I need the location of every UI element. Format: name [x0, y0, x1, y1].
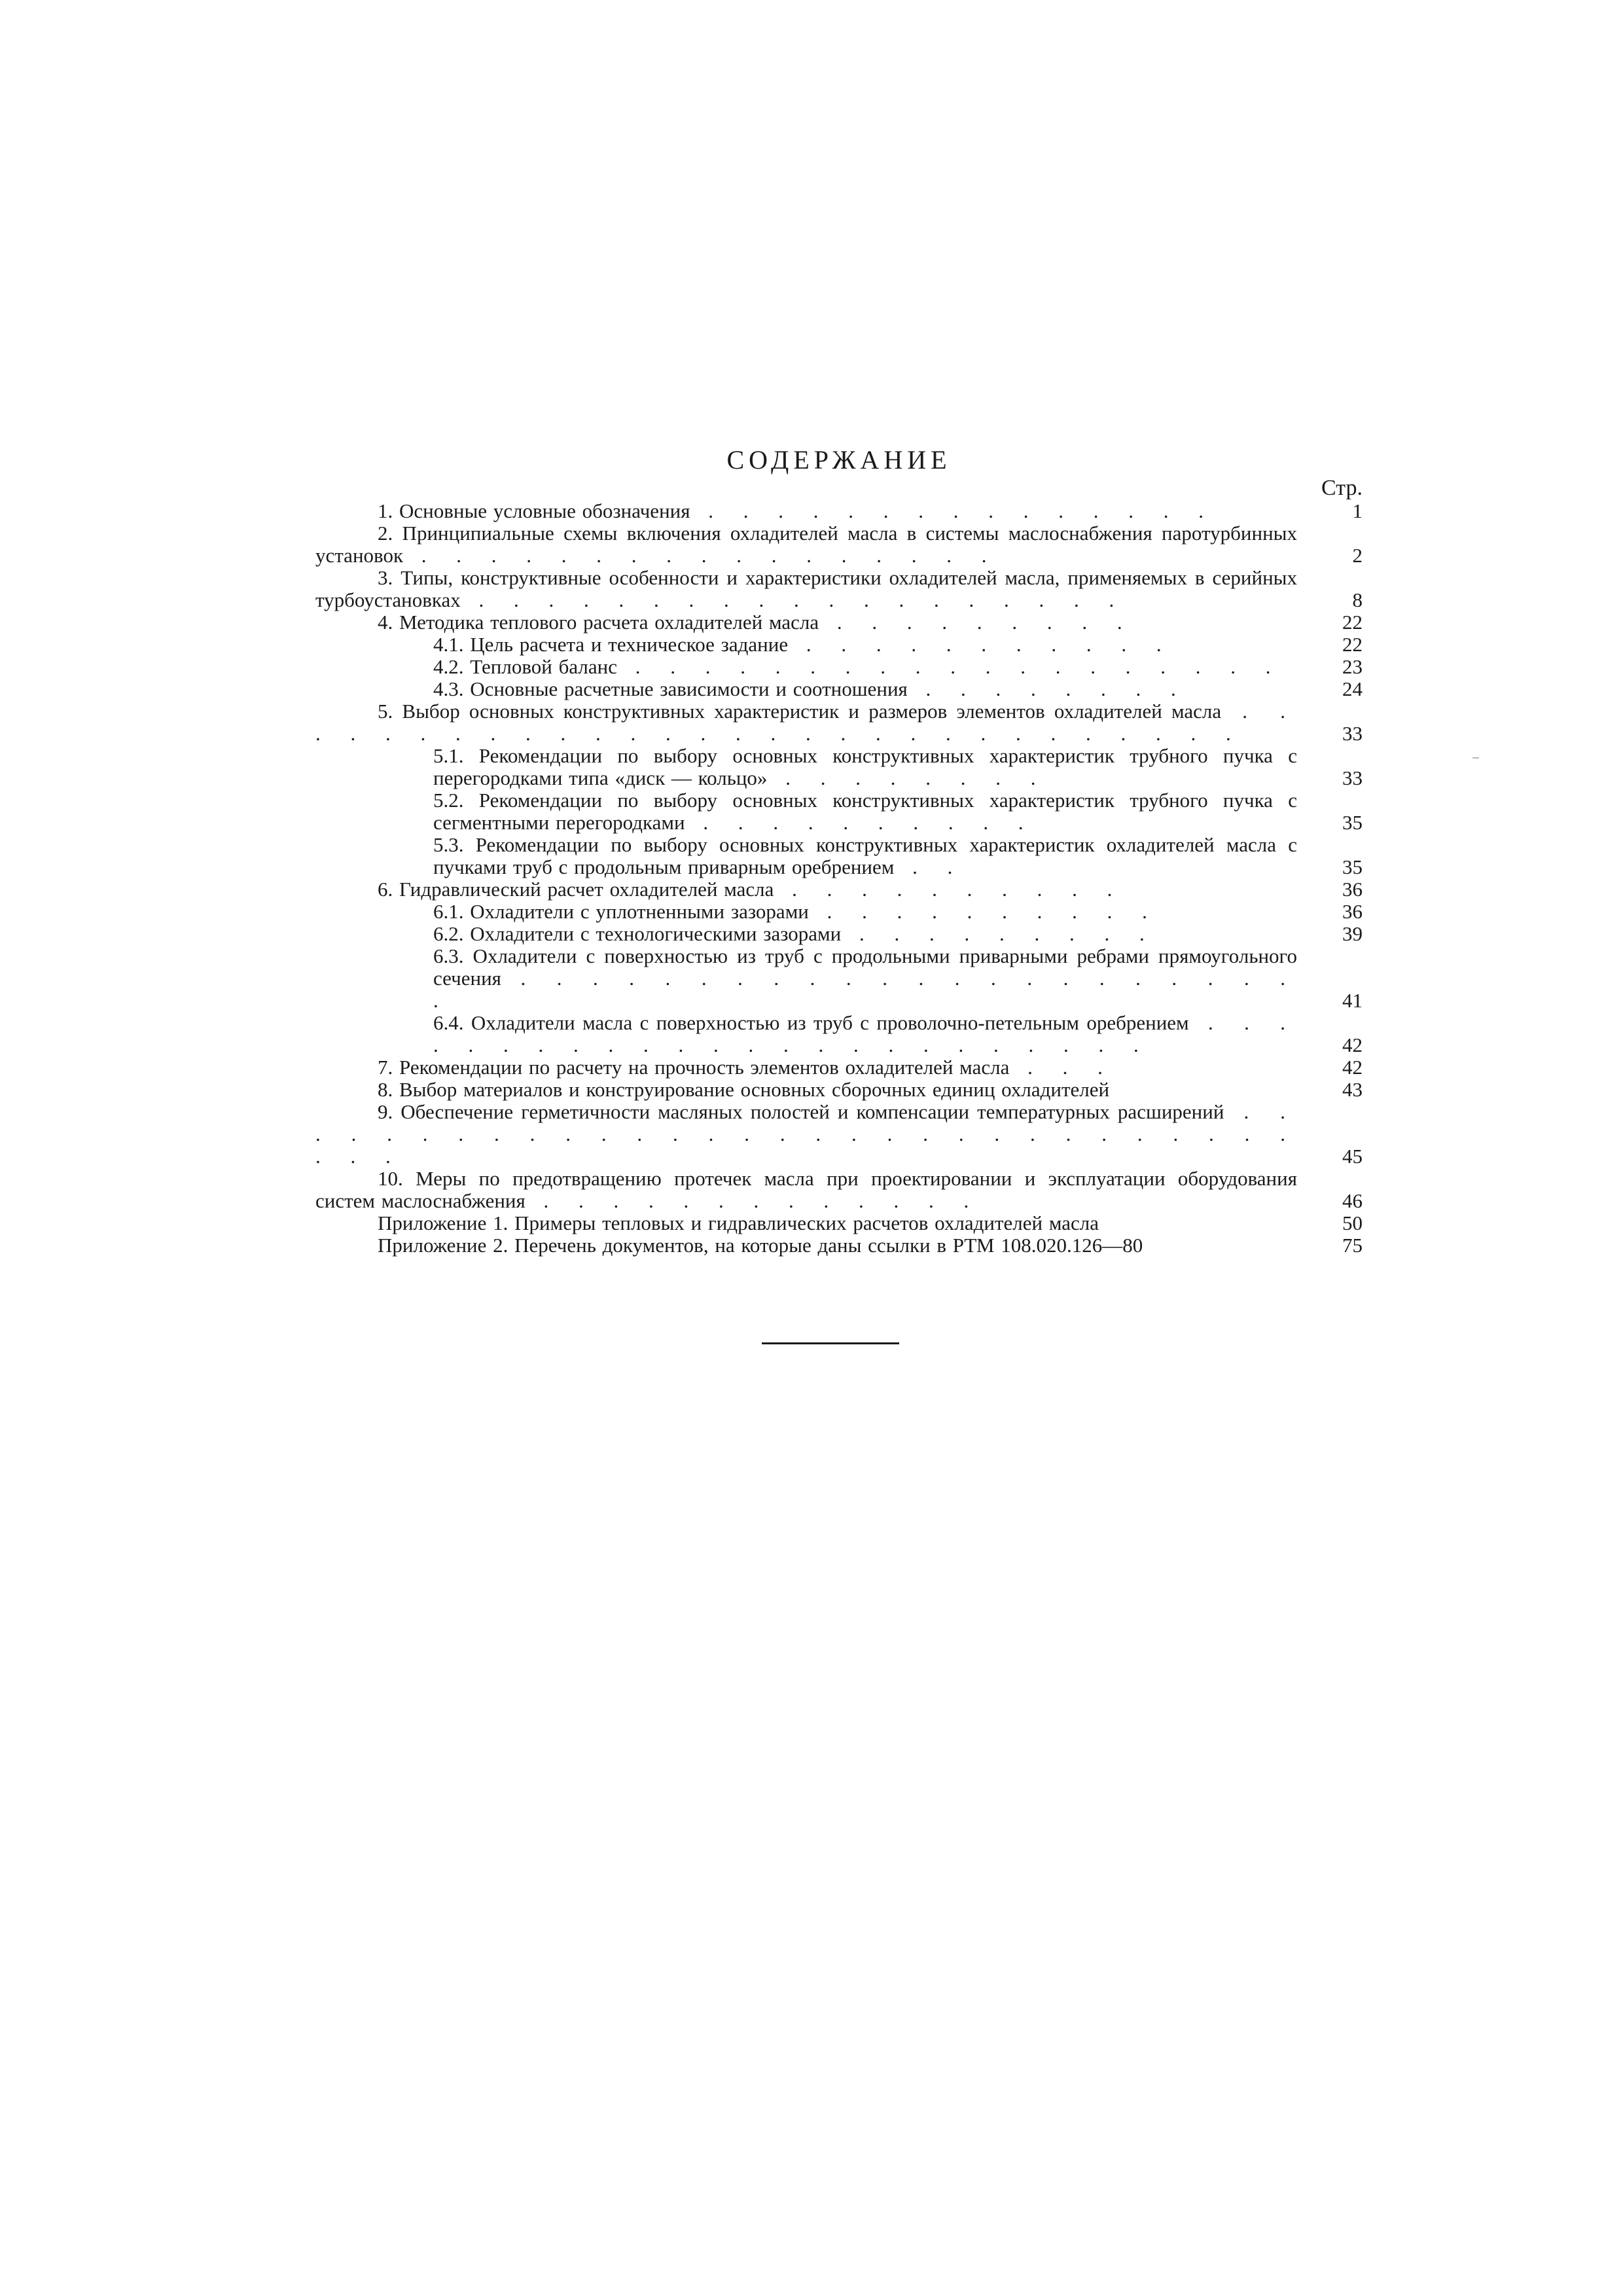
toc-entry-page: 45 [1342, 1145, 1363, 1168]
leader-dots: . . . . . . . . . . . . . . . . . . . . . . . [433, 967, 1297, 1012]
toc-entry-page: 33 [1342, 766, 1363, 789]
leader-dots: . . . . . . . . . . [685, 811, 1035, 834]
toc-entry [315, 1056, 1363, 1079]
toc-entry [315, 834, 1363, 878]
toc-entry-page: 36 [1342, 900, 1363, 923]
toc-entry-page: 75 [1342, 1234, 1363, 1257]
toc-entry-page: 46 [1342, 1189, 1363, 1212]
toc-entry [315, 901, 1363, 923]
toc-entry-text: 4.2. Тепловой баланс [433, 656, 617, 678]
toc-entry-page: 42 [1342, 1033, 1363, 1056]
toc-entry [315, 634, 1363, 656]
leader-dots: . . . . . . . . . . . . . [525, 1189, 981, 1212]
leader-dots: . . . [1009, 1056, 1115, 1079]
toc-entry-page: 42 [1342, 1056, 1363, 1079]
toc-entry-page: 1 [1352, 499, 1363, 522]
toc-entry [315, 567, 1363, 611]
toc-entry-text: 5.3. Рекомендации по выбору основных конструктивных характеристик охладителей масла с пучками труб с продольным приварным оребрением [433, 834, 1297, 878]
toc-entry [315, 923, 1363, 945]
toc-entry-text: 4.3. Основные расчетные зависимости и соотношения [433, 678, 908, 700]
leader-dots: . . . . . . . . . . [774, 878, 1124, 901]
leader-dots: . . . . . . . . . [819, 611, 1134, 634]
leader-dots: . . . . . . . . . . . . . . . . . . . . . . . . . . . . . . . . . [315, 1101, 1297, 1168]
scan-mark [1472, 757, 1479, 759]
toc-entry-page: 22 [1342, 611, 1363, 634]
toc-entry-page: 43 [1342, 1078, 1363, 1101]
toc-entry [315, 1101, 1363, 1168]
closing-rule [762, 1342, 899, 1344]
toc-entry-text: 3. Типы, конструктивные особенности и характеристики охладителей масла, применяемых в серийных турбоустановках [315, 567, 1297, 611]
toc-entry [315, 611, 1363, 634]
leader-dots: . . . . . . . . [907, 678, 1188, 700]
toc-entry [315, 1079, 1363, 1101]
toc-entry-page: 23 [1342, 655, 1363, 678]
toc-entry [315, 700, 1363, 745]
toc-entry-page: 41 [1342, 989, 1363, 1012]
toc-entry [315, 1012, 1363, 1056]
toc-entries [315, 500, 1363, 1257]
toc-entry [315, 522, 1363, 567]
toc-entry-text: 5.2. Рекомендации по выбору основных конструктивных характеристик трубного пучка с сегментными перегородками [433, 789, 1297, 834]
toc-entry [315, 878, 1363, 901]
leader-dots: . . . . . . . . . . . . . . . . . . . [616, 656, 1283, 678]
leader-dots: . . [894, 855, 965, 878]
leader-dots: . . . . . . . . . . . . . . . [690, 500, 1216, 522]
toc-entry-page: 24 [1342, 677, 1363, 700]
toc-entry-text: Приложение 1. Примеры тепловых и гидравлических расчетов охладителей масла [378, 1212, 1099, 1234]
toc-entry [315, 656, 1363, 678]
table-of-contents [315, 444, 1363, 1257]
toc-entry-text: 4.1. Цель расчета и техническое задание [433, 634, 789, 656]
page-column-header: Стр. [1321, 476, 1363, 500]
toc-entry-text: 8. Выбор материалов и конструирование основных сборочных единиц охладителей [378, 1079, 1110, 1101]
toc-entry [315, 678, 1363, 700]
toc-entry [315, 1168, 1363, 1212]
leader-dots: . . . . . . . . . . [808, 901, 1159, 923]
toc-entry-page: 8 [1352, 588, 1363, 611]
toc-entry [315, 789, 1363, 834]
toc-entry-text: 6.4. Охладители масла с поверхностью из труб с проволочно-петельным оребрением [433, 1012, 1189, 1034]
leader-dots: . . . . . . . . . . . . . . . . . [403, 544, 999, 567]
toc-entry-page: 35 [1342, 855, 1363, 878]
toc-entry-text: 6.2. Охладители с технологическими зазорами [433, 923, 842, 945]
toc-entry-page: 35 [1342, 811, 1363, 834]
toc-entry [315, 500, 1363, 522]
toc-entry-text: 2. Принципиальные схемы включения охладителей масла в системы маслоснабжения паротурбинных установок [315, 522, 1297, 567]
leader-dots: . . . . . . . . . . . [788, 634, 1173, 656]
toc-entry-page: 36 [1342, 878, 1363, 901]
toc-entry-text: 4. Методика теплового расчета охладителей масла [378, 611, 819, 634]
toc-entry-page: 2 [1352, 544, 1363, 567]
toc-entry-page: 39 [1342, 922, 1363, 945]
toc-entry-text: 5. Выбор основных конструктивных характеристик и размеров элементов охладителей масла [378, 700, 1222, 723]
toc-title: СОДЕРЖАНИЕ [726, 445, 952, 475]
leader-dots: . . . . . . . . . . . . . . . . . . . . . . . . . . . . . [315, 700, 1297, 745]
leader-dots: . . . . . . . . [767, 766, 1048, 789]
leader-dots: . . . . . . . . . . . . . . . . . . . [460, 588, 1126, 611]
toc-entry-text: 6.1. Охладители с уплотненными зазорами [433, 901, 809, 923]
toc-entry-text: 9. Обеспечение герметичности масляных полостей и компенсации температурных расширений [378, 1101, 1224, 1123]
toc-entry-page: 33 [1342, 722, 1363, 745]
toc-entry-text: 6.3. Охладители с поверхностью из труб с продольными приварными ребрами прямоугольного сечения [433, 945, 1297, 990]
toc-entry-page: 22 [1342, 633, 1363, 656]
toc-entry [315, 1234, 1363, 1257]
leader-dots: . . . . . . . . . [841, 923, 1156, 945]
toc-entry-text: 6. Гидравлический расчет охладителей масла [378, 878, 774, 901]
toc-entry-text: Приложение 2. Перечень документов, на которые даны ссылки в РТМ 108.020.126—80 [378, 1234, 1143, 1257]
toc-entry [315, 745, 1363, 789]
toc-entry-text: 10. Меры по предотвращению протечек масла при проектировании и эксплуатации оборудования систем маслоснабжения [315, 1168, 1297, 1212]
toc-entry-text: 1. Основные условные обозначения [378, 500, 690, 522]
toc-entry-text: 5.1. Рекомендации по выбору основных конструктивных характеристик трубного пучка с перегородками типа «диск — кольцо» [433, 745, 1297, 789]
toc-entry-page: 50 [1342, 1211, 1363, 1234]
toc-entry [315, 1212, 1363, 1234]
toc-entry-text: 7. Рекомендации по расчету на прочность элементов охладителей масла [378, 1056, 1010, 1079]
toc-entry [315, 945, 1363, 1012]
leader-dots: . . . . . . . . . . . . . . . . . . . . . . . . [433, 1012, 1297, 1056]
